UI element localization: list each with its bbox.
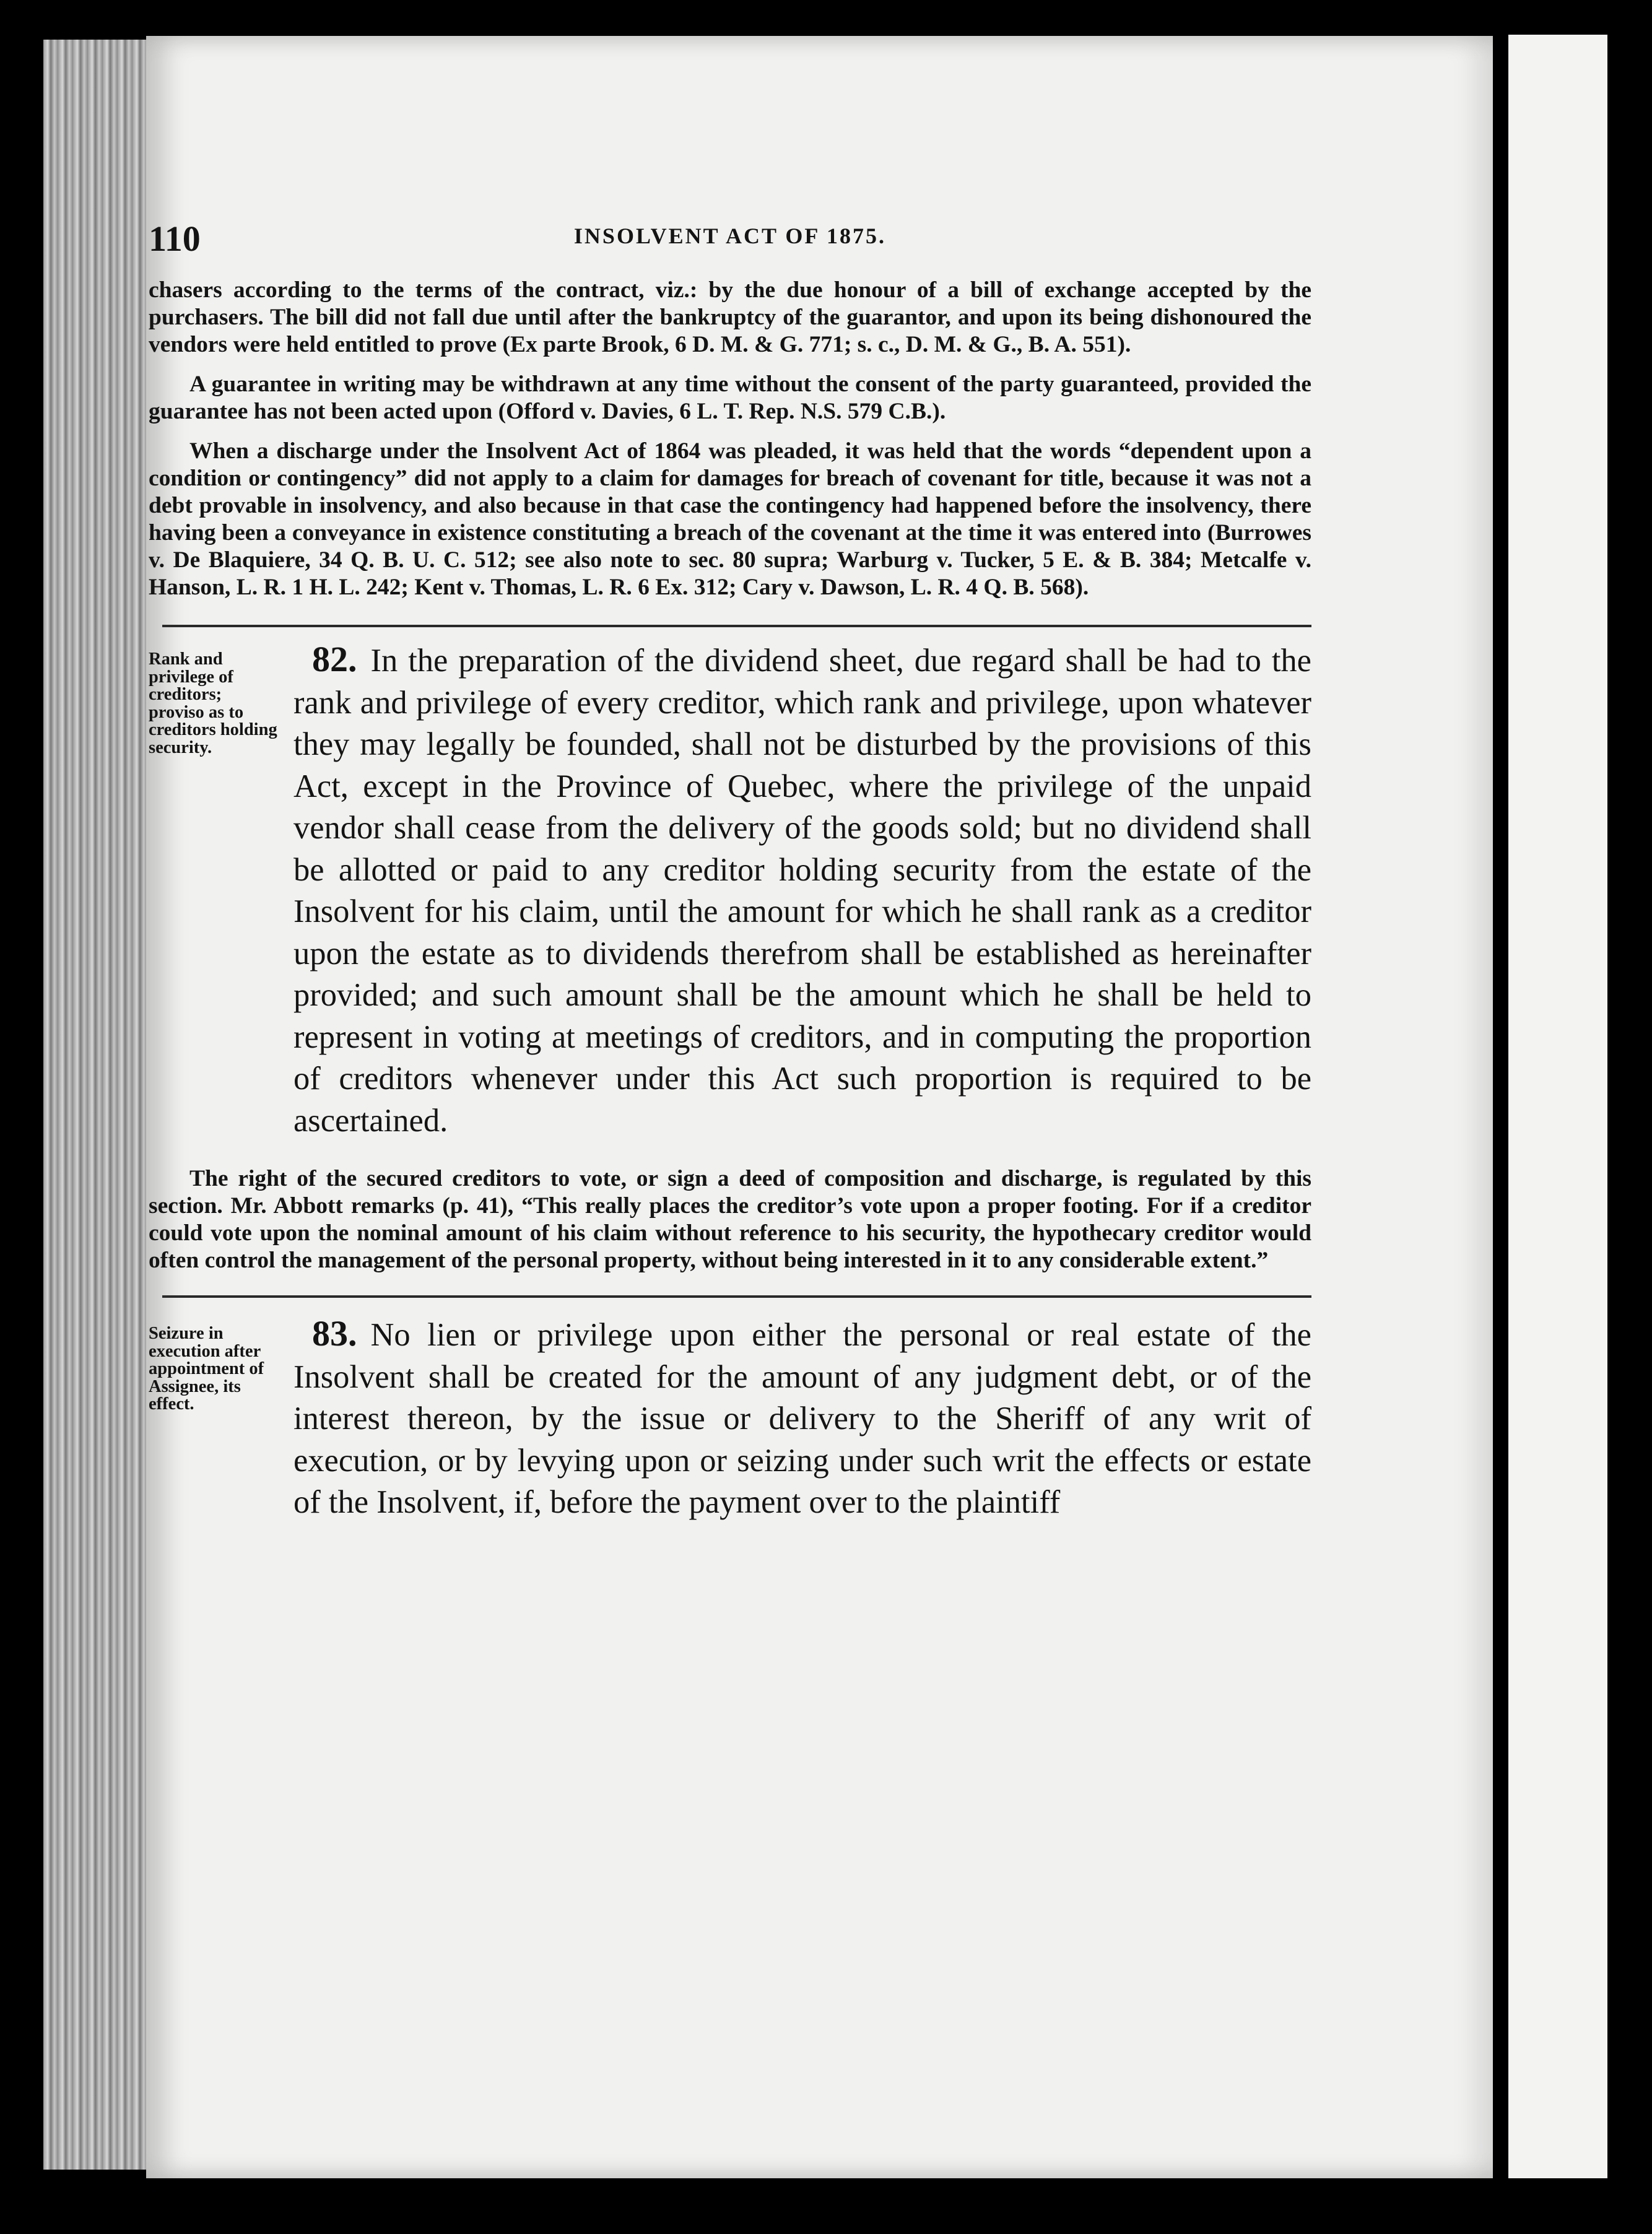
running-head: INSOLVENT ACT OF 1875. <box>573 224 887 248</box>
section-83 <box>149 1313 1311 1524</box>
note-paragraph-discharge: When a discharge under the Insolvent Act of 1864 was pleaded, it was held that the words “dependent upon a condition or contingency” did not apply to a claim for damages for breach of covenant for title, because it was not a debt provable in insolvency, and also because in that case the contingency had happened before the insolvency, there having been a conveyance in existence constituting a breach of the covenant at the time it was entered into (Burrowes v. De Blaquiere, 34 Q. B. U. C. 512; see also note to sec. 80 supra; Warburg v. Tucker, 5 E. & B. 384; Metcalfe v. Hanson, L. R. 1 H. L. 242; Kent v. Thomas, L. R. 6 Ex. 312; Cary v. Dawson, L. R. 4 Q. B. 568). <box>149 438 1311 600</box>
section-number-83: 83. <box>312 1313 357 1354</box>
note-paragraph-continued: chasers according to the terms of the contract, viz.: by the due honour of a bill of exchange accepted by the purchasers. The bill did not fall due until after the bankruptcy of the guarantor, and upon its being dishonoured the vendors were held entitled to prove (Ex parte Brook, 6 D. M. & G. 771; s. c., D. M. & G., B. A. 551). <box>149 277 1311 357</box>
marginal-note-83: Seizure in execution after appointment of Assignee, its effect. <box>149 1324 264 1414</box>
section-82 <box>149 638 1311 1142</box>
section-83-body <box>293 1313 1311 1524</box>
marginal-note-82: Rank and privilege of creditors; proviso as to creditors holding security. <box>149 650 277 757</box>
scan-corner-mark <box>1601 0 1652 25</box>
section-82-body <box>293 638 1311 1142</box>
facing-page-edge <box>1508 35 1607 2178</box>
section-83-text: No lien or privilege upon either the personal or real estate of the Insolvent shall be created for the amount of any judgment debt, or of the interest thereon, by the issue or delivery to the Sheriff of any writ of execution, or by levying upon or seizing under such writ the effects or estate of the Insolvent, if, before the payment over to the plaintiff <box>293 1317 1311 1520</box>
note-section-82: The right of the secured creditors to vote, or sign a deed of composition and discharge, is regulated by this section. Mr. Abbott remarks (p. 41), “This really places the creditor’s vote upon a proper footing. For if a creditor could vote upon the nominal amount of his claim without reference to his security, the hypothecary creditor would often control the management of the personal property, without being interested in it to any considerable extent.” <box>149 1166 1311 1273</box>
page-header <box>149 218 1311 277</box>
note-paragraph-guarantee: A guarantee in writing may be withdrawn at any time without the consent of the party guaranteed, provided the guarantee has not been acted upon (Offord v. Davies, 6 L. T. Rep. N.S. 579 C.B.). <box>149 372 1311 424</box>
page-content <box>149 218 1311 1524</box>
book-page-edges <box>43 40 149 2170</box>
page-number: 110 <box>149 219 201 259</box>
section-82-text: In the preparation of the dividend sheet, due regard shall be had to the rank and privilege of every creditor, which rank and privilege, upon whatever they may legally be founded, shall not be disturbed by the provisions of this Act, except in the Province of Quebec, where the privilege of the unpaid vendor shall cease from the delivery of the goods sold; but no dividend shall be allotted or paid to any creditor holding security from the estate of the Insolvent for his claim, until the amount for which he shall rank as a creditor upon the estate as to dividends therefrom shall be established as hereinafter provided; and such amount shall be the amount which he shall be held to represent in voting at meetings of creditors, and in computing the proportion of creditors whenever under this Act such proportion is required to be ascertained. <box>293 643 1311 1139</box>
section-number-82: 82. <box>312 639 357 679</box>
